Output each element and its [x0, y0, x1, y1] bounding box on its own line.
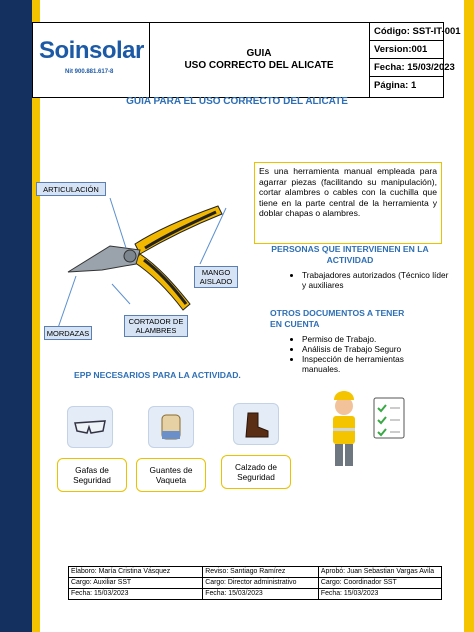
- cargo-cell: Cargo: Coordinador SST: [318, 578, 441, 589]
- otros-list: [286, 334, 442, 374]
- page-title: GUIA PARA EL USO CORRECTO DEL ALICATE: [126, 96, 348, 107]
- cargo-cell: Cargo: Director administrativo: [203, 578, 319, 589]
- epp-label-guantes: Guantes de Vaqueta: [136, 458, 206, 492]
- company-nit: Nit 900.881.617-8: [65, 69, 114, 75]
- leather-gloves-icon: [148, 406, 194, 448]
- description-box: Es una herramienta manual empleada para agarrar piezas (facilitando su manipulación), cortar alambres o cables con la cuchilla que tiene en la parte central de la herramienta y doblar chapas o alambres.: [254, 162, 442, 244]
- label-mango-aislado: MANGO AISLADO: [194, 266, 238, 288]
- document-subject: USO CORRECTO DEL ALICATE: [184, 60, 334, 71]
- aprobo-cell: Aprobó: Juan Sebastian Vargas Avila: [318, 567, 441, 578]
- decorative-stripe-blue: [0, 0, 32, 632]
- decorative-stripe-right: [464, 0, 474, 632]
- fecha-cell: Fecha: 15/03/2023: [69, 589, 203, 600]
- safety-glasses-icon: [67, 406, 113, 448]
- list-item: • Análisis de Trabajo Seguro: [302, 344, 442, 354]
- epp-label-calzado: Calzado de Seguridad: [221, 455, 291, 489]
- fecha-cell: Fecha: 15/03/2023: [203, 589, 319, 600]
- label-mordazas: MORDAZAS: [44, 326, 92, 340]
- worker-checklist-icon: [316, 384, 416, 470]
- list-item: • Inspección de herramientas manuales.: [302, 354, 442, 374]
- epp-heading: EPP NECESARIOS PARA LA ACTIVIDAD.: [74, 370, 241, 380]
- document-code: Código: SST-IT-001: [369, 23, 443, 41]
- reviso-cell: Reviso: Santiago Ramírez: [203, 567, 319, 578]
- company-logo: Soinsolar: [39, 37, 144, 64]
- cargo-cell: Cargo: Auxiliar SST: [69, 578, 203, 589]
- document-page: Página: 1: [374, 80, 417, 91]
- list-item: • Trabajadores autorizados (Técnico líder y auxiliares: [302, 270, 450, 290]
- epp-label-gafas: Gafas de Seguridad: [57, 458, 127, 492]
- pliers-joint: [124, 250, 136, 262]
- personas-list: [286, 270, 450, 290]
- logo-cell: [33, 23, 150, 97]
- fecha-cell: Fecha: 15/03/2023: [318, 589, 441, 600]
- document-type: GUIA: [246, 48, 272, 59]
- document-header: [32, 22, 461, 98]
- safety-boots-icon: [233, 403, 279, 445]
- document-version: Version:001: [369, 41, 443, 59]
- personas-heading: PERSONAS QUE INTERVIENEN EN LA ACTIVIDAD: [271, 244, 429, 265]
- elaboro-cell: Elaboro: María Cristina Vásquez: [69, 567, 203, 578]
- document-date: Fecha: 15/03/2023: [369, 59, 443, 77]
- label-articulacion: ARTICULACIÓN: [36, 182, 106, 196]
- otros-heading: OTROS DOCUMENTOS A TENER EN CUENTA: [270, 308, 405, 329]
- approval-table: [68, 566, 442, 600]
- pliers-handle-lower: [134, 254, 190, 310]
- document-title-cell: [149, 23, 370, 97]
- list-item: • Permiso de Trabajo.: [302, 334, 442, 344]
- label-cortador: CORTADOR DE ALAMBRES: [124, 315, 188, 337]
